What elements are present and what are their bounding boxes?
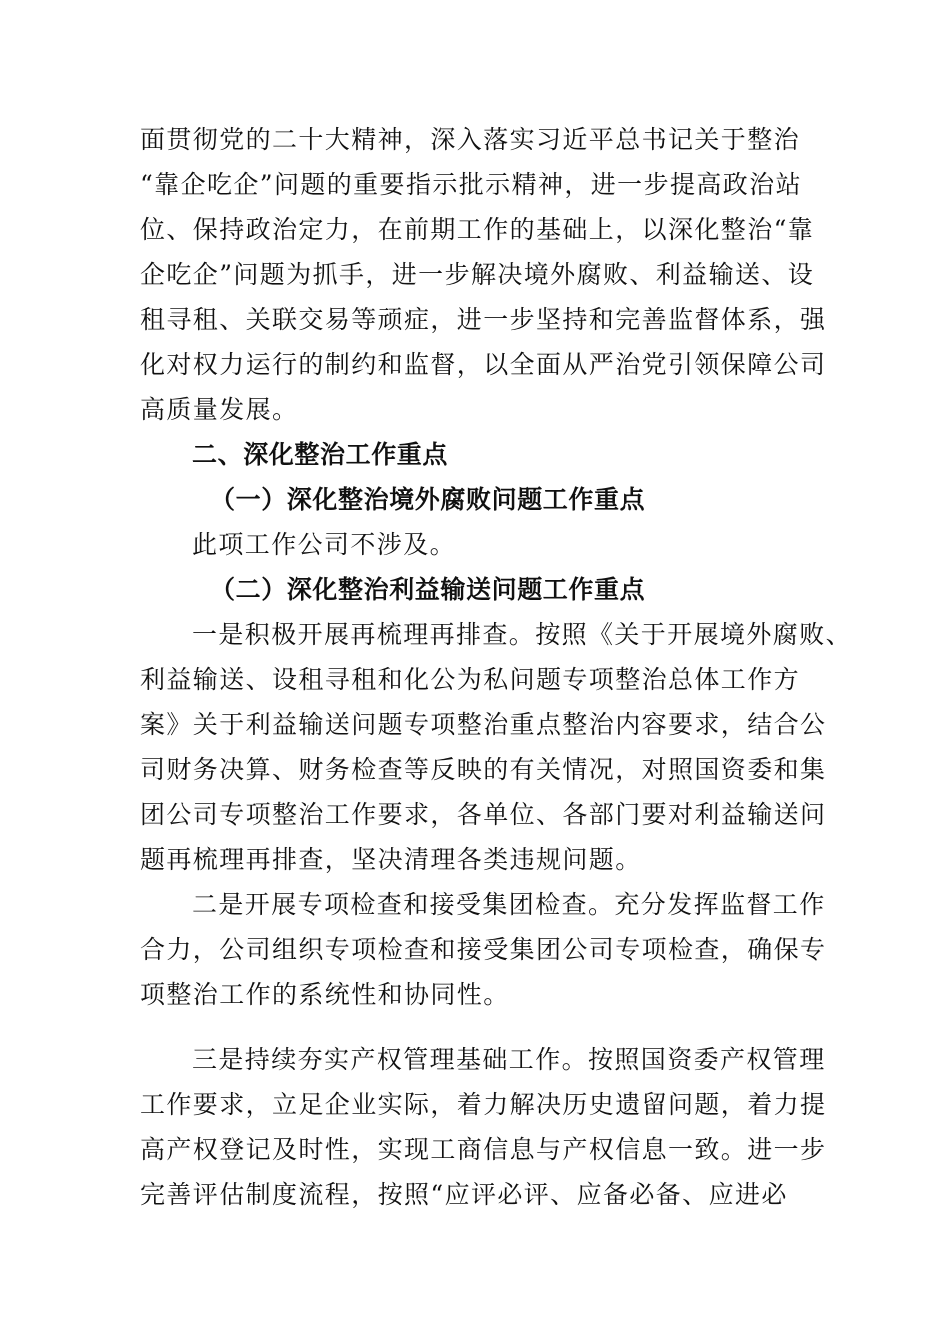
- text-line: 二是开展专项检查和接受集团检查。充分发挥监督工作: [192, 890, 826, 919]
- text-line: 化对权力运行的制约和监督，以全面从严治党引领保障公司: [140, 350, 827, 379]
- text-line: 租寻租、关联交易等顽症，进一步坚持和完善监督体系，强: [140, 305, 827, 334]
- text-line: 合力，公司组织专项检查和接受集团公司专项检查，确保专: [140, 935, 827, 964]
- text-line: 高质量发展。: [140, 395, 299, 424]
- text-line: 题再梳理再排查，坚决清理各类违规问题。: [140, 845, 642, 874]
- text-line: 项整治工作的系统性和协同性。: [140, 980, 510, 1009]
- text-line: 三是持续夯实产权管理基础工作。按照国资委产权管理: [192, 1045, 826, 1074]
- text-line: 此项工作公司不涉及。: [192, 530, 457, 559]
- text-line: 工作要求，立足企业实际，着力解决历史遗留问题，着力提: [140, 1090, 827, 1119]
- text-line: 完善评估制度流程，按照“应评必评、应备必备、应进必: [140, 1180, 788, 1209]
- text-line: 团公司专项整治工作要求，各单位、各部门要对利益输送问: [140, 800, 827, 829]
- text-line: 面贯彻党的二十大精神，深入落实习近平总书记关于整治: [140, 125, 801, 154]
- section-heading: 二、深化整治工作重点: [192, 440, 449, 469]
- subsection-heading: （二）深化整治利益输送问题工作重点: [210, 575, 646, 604]
- text-line: “靠企吃企”问题的重要指示批示精神，进一步提高政治站: [140, 170, 802, 199]
- text-line: 利益输送、设租寻租和化公为私问题专项整治总体工作方: [140, 665, 801, 694]
- text-line: 位、保持政治定力，在前期工作的基础上，以深化整治“靠: [140, 215, 815, 244]
- text-line: 企吃企”问题为抓手，进一步解决境外腐败、利益输送、设: [140, 260, 815, 289]
- subsection-heading: （一）深化整治境外腐败问题工作重点: [210, 485, 646, 514]
- text-line: 一是积极开展再梳理再排查。按照《关于开展境外腐败、: [192, 620, 853, 649]
- text-line: 高产权登记及时性，实现工商信息与产权信息一致。进一步: [140, 1135, 827, 1164]
- text-line: 案》关于利益输送问题专项整治重点整治内容要求，结合公: [140, 710, 827, 739]
- text-line: 司财务决算、财务检查等反映的有关情况，对照国资委和集: [140, 755, 827, 784]
